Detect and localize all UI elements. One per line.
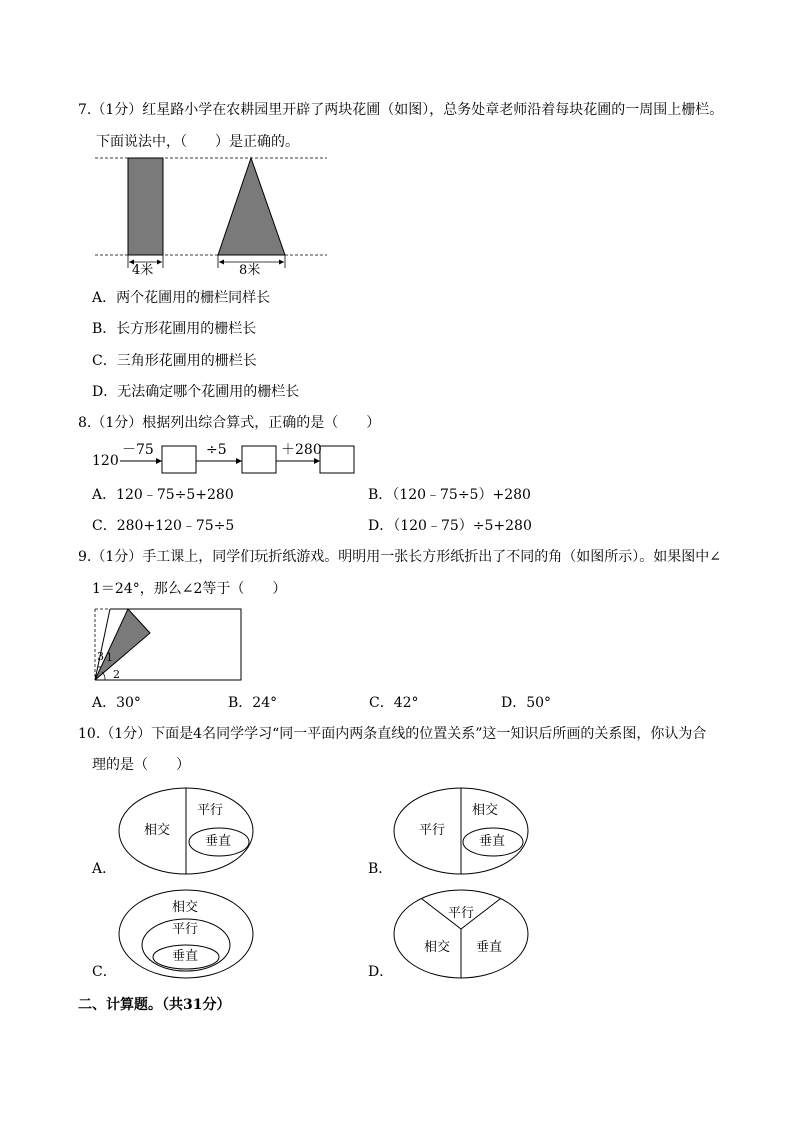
q7-option-a[interactable]: A．两个花圃用的栅栏同样长 <box>92 290 271 306</box>
q10-option-c[interactable]: C． <box>92 964 117 980</box>
q10a-intersect-label: 相交 <box>144 823 171 838</box>
q10-option-d[interactable]: D． <box>368 964 394 980</box>
q9-stem-line1: 9.（1分）手工课上，同学们玩折纸游戏。明明用一张长方形纸折出了不同的角（如图所示）。如果图中∠ <box>78 549 721 565</box>
q9-option-b[interactable]: B．24° <box>228 695 278 711</box>
q10b-parallel-label: 平行 <box>419 823 446 838</box>
q10-stem-line2: 理的是（ ） <box>92 757 190 773</box>
q8-op3-label: ＋280 <box>281 442 322 458</box>
q7-option-b[interactable]: B．长方形花圃用的栅栏长 <box>92 321 257 337</box>
q8-stem: 8.（1分）根据列出综合算式，正确的是（ ） <box>78 415 381 431</box>
q7-stem-line1: 7.（1分）红星路小学在农耕园里开辟了两块花圃（如图），总务处章老师沿着每块花圃的一周围上栅栏。 <box>78 102 724 118</box>
q7-stem-line2: 下面说法中，（ ）是正确的。 <box>96 134 299 150</box>
q7-option-c[interactable]: C．三角形花圃用的栅栏长 <box>92 353 257 369</box>
q10c-parallel-label: 平行 <box>172 922 199 937</box>
q10-stem-line1: 10.（1分）下面是4名同学学习“同一平面内两条直线的位置关系”这一知识后所画的关系图，你认为合 <box>78 726 707 742</box>
q10a-perpendicular-label: 垂直 <box>205 834 232 849</box>
q10d-perpendicular-label: 垂直 <box>476 940 503 955</box>
q10c-perpendicular-label: 垂直 <box>172 949 199 964</box>
q9-angle3-label: 3 <box>97 650 104 663</box>
q10c-intersect-label: 相交 <box>172 900 199 915</box>
q9-angle2-label: 2 <box>113 668 120 681</box>
q7-rect-width-label: 4米 <box>132 263 154 278</box>
q8-start-value: 120 <box>92 453 119 469</box>
q8-op2-label: ÷5 <box>206 442 227 458</box>
section2-heading: 二、计算题。（共31分） <box>78 997 231 1013</box>
q10a-parallel-label: 平行 <box>197 803 224 818</box>
q9-angle1-label: 1 <box>106 651 113 664</box>
q7-triangle-base-label: 8米 <box>239 263 261 278</box>
q9-option-d[interactable]: D．50° <box>501 695 552 711</box>
q8-op1-label: －75 <box>122 442 154 458</box>
q7-option-d[interactable]: D．无法确定哪个花圃用的栅栏长 <box>92 384 300 400</box>
q10d-parallel-label: 平行 <box>448 906 475 921</box>
q8-option-a[interactable]: A．120﹣75÷5+280 <box>92 487 234 503</box>
q8-option-c[interactable]: C．280+120﹣75÷5 <box>92 518 235 534</box>
q9-stem-line2: 1＝24°，那么∠2等于（ ） <box>92 581 287 597</box>
q10d-intersect-label: 相交 <box>424 940 451 955</box>
q8-option-b[interactable]: B．（120﹣75÷5）+280 <box>368 487 531 503</box>
q9-option-c[interactable]: C．42° <box>369 695 419 711</box>
q10b-intersect-label: 相交 <box>472 803 499 818</box>
q10b-perpendicular-label: 垂直 <box>479 834 506 849</box>
q9-option-a[interactable]: A．30° <box>92 695 141 711</box>
q10-option-b[interactable]: B． <box>368 861 393 877</box>
q10-option-a[interactable]: A． <box>92 861 117 877</box>
q8-option-d[interactable]: D．（120﹣75）÷5+280 <box>368 518 532 534</box>
